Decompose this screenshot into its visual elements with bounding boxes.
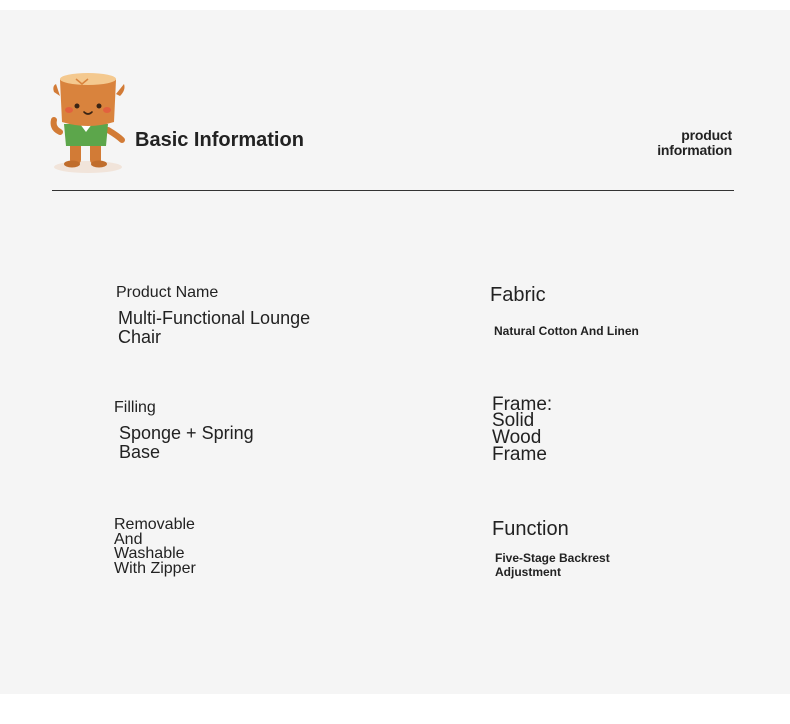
header-divider [52,190,734,191]
page-title: Basic Information [135,129,304,151]
fabric-label: Fabric [490,284,546,306]
tag-line-product: product [681,127,732,143]
tree-stump-mascot-icon [48,70,128,174]
filling-label: Filling [114,399,156,416]
filling-value: Sponge + Spring Base [119,423,254,462]
frame-value: Solid Wood Frame [492,410,547,465]
section-tag [657,128,732,158]
product-name-label: Product Name [116,284,219,301]
removable-washable-label: Removable And Washable With Zipper [114,516,196,577]
frame-label: Frame: [492,394,553,415]
function-label: Function [492,518,569,540]
tag-line-information: information [657,142,732,158]
fabric-value: Natural Cotton And Linen [494,324,639,338]
function-value: Five-Stage Backrest Adjustment [495,551,610,579]
product-name-value: Multi-Functional Lounge Chair [118,308,311,347]
